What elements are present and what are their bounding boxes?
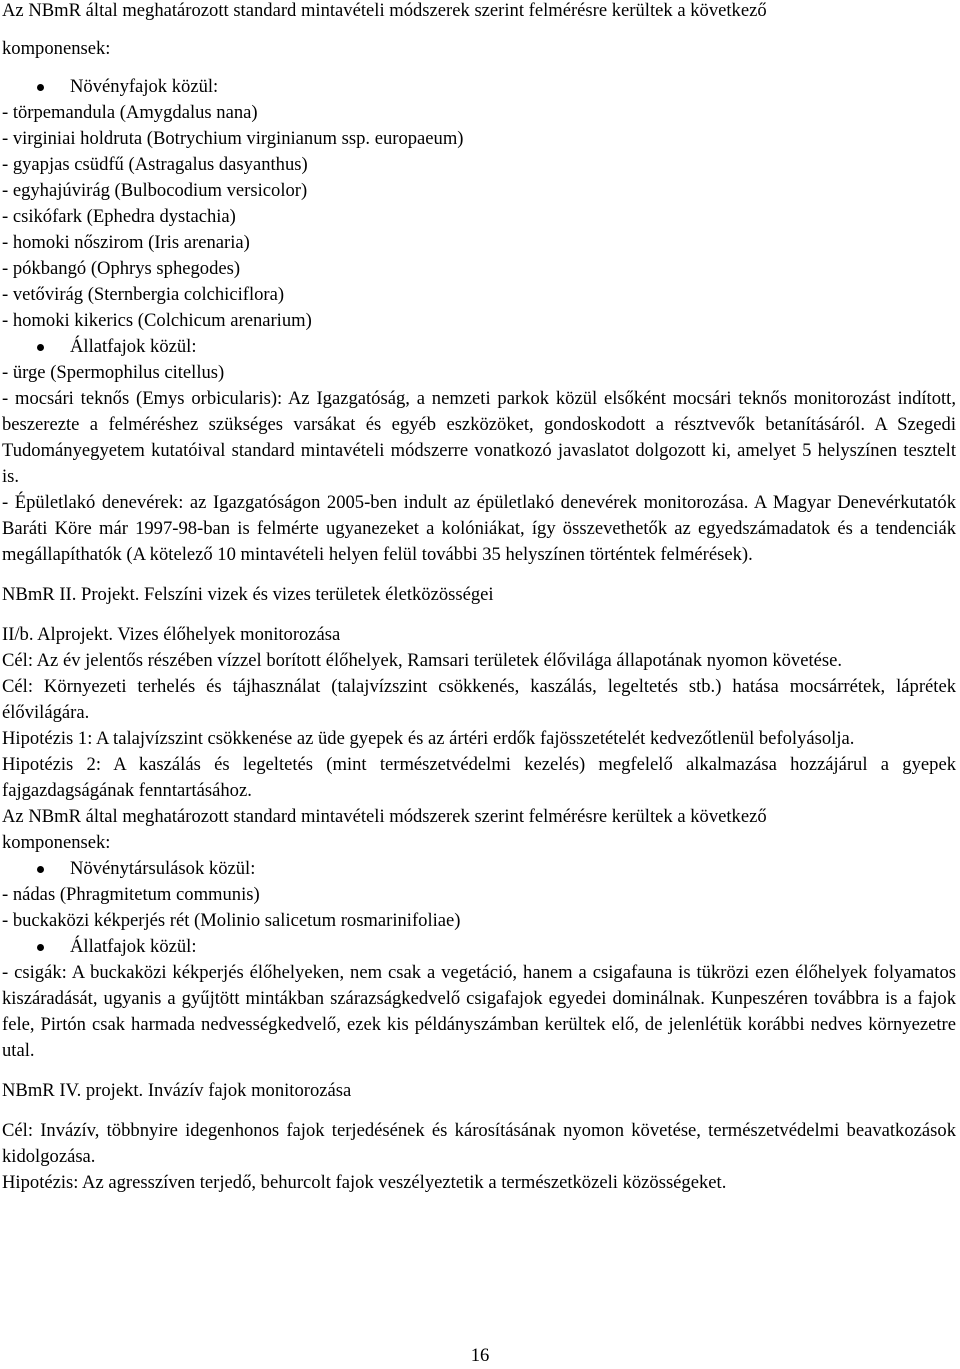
section3-project-title: NBmR IV. projekt. Invázív fajok monitorozása	[2, 1080, 352, 1101]
section1-intro-line1: Az NBmR által meghatározott standard mintavételi módszerek szerint felmérésre kerültek a következő	[2, 0, 767, 21]
bullet-icon	[37, 344, 44, 351]
page-number: 16	[470, 1345, 490, 1366]
section2-goal1: Cél: Az év jelentős részében vízzel borított élőhelyek, Ramsari területek élővilága állapotának nyomon követése.	[2, 650, 843, 671]
assoc-heading	[2, 856, 956, 882]
plant-item: - vetővirág (Sternbergia colchiciflora)	[2, 284, 285, 305]
plant-item: - homoki nőszirom (Iris arenaria)	[2, 232, 250, 253]
section3-goal: Cél: Invázív, többnyire idegenhonos fajok terjedésének és károsításának nyomon követése, természetvédelmi beavatkozások kidolgozása.	[2, 1120, 956, 1167]
section2-subproject-title: II/b. Alprojekt. Vizes élőhelyek monitorozása	[2, 624, 341, 645]
assoc-item: - nádas (Phragmitetum communis)	[2, 884, 260, 905]
animal-item-urge: - ürge (Spermophilus citellus)	[2, 362, 225, 383]
section1-intro-line2: komponensek:	[2, 38, 111, 59]
plant-item: - csikófark (Ephedra dystachia)	[2, 206, 236, 227]
animal-item-teknos: - mocsári teknős (Emys orbicularis): Az Igazgatóság, a nemzeti parkok közül elsőként mocsári teknős monitorozást indított, beszerezte a felméréshez szükséges varsákat és egyéb eszközöket, gondoskodott a résztvevők betanításáról. A Szegedi Tudományegyetem kutatóival standard mintavételi módszerre vonatkozó javaslatot dolgozott ki, amelyet 5 helyszínen tesztelt is.	[2, 388, 956, 487]
section2-animals-heading-text: Állatfajok közül:	[70, 936, 197, 957]
animals-heading	[2, 334, 956, 360]
plant-item: - virginiai holdruta (Botrychium virginianum ssp. europaeum)	[2, 128, 464, 149]
section3-hypothesis: Hipotézis: Az agresszíven terjedő, behurcolt fajok veszélyeztetik a természetközeli közösségeket.	[2, 1172, 727, 1193]
section2-project-title: NBmR II. Projekt. Felszíni vizek és vizes területek életközösségei	[2, 584, 494, 605]
plant-item: - egyhajúvirág (Bulbocodium versicolor)	[2, 180, 308, 201]
animal-item-denever: - Épületlakó denevérek: az Igazgatóságon 2005-ben indult az épületlakó denevérek monitorozása. A Magyar Denevérkutatók Baráti Köre már 1997-98-ban is felmérte ugyanezeket a kolóniákat, így összevethetők az egyedszámadatok és a tendenciák megállapíthatók (A kötelező 10 mintavételi helyen felül további 35 helyszínen történtek felmérések).	[2, 492, 956, 565]
assoc-heading-text: Növénytársulások közül:	[70, 858, 256, 879]
section2-animals-heading	[2, 934, 956, 960]
animal-item-snails: - csigák: A buckaközi kékperjés élőhelyeken, nem csak a vegetáció, hanem a csigafauna is tükrözi ezen élőhelyek folyamatos kiszáradását, ugyanis a gyűjtött mintákban szárazságkedvelő csigafajok egyedei dominálnak. Kunpeszéren továbbra is a fajok fele, Pirtón csak harmada nedvességkedvelő, ezek kis példányszámban kerültek elő, de jelenlétük korábbi nedves környezetre utal.	[2, 962, 956, 1061]
plant-item: - pókbangó (Ophrys sphegodes)	[2, 258, 241, 279]
section2-intro-line1: Az NBmR által meghatározott standard mintavételi módszerek szerint felmérésre kerültek a következő	[2, 806, 767, 827]
section2-hypothesis2: Hipotézis 2: A kaszálás és legeltetés (mint természetvédelmi kezelés) megfelelő alkalmazása hozzájárul a gyepek fajgazdagságának fenntartásához.	[2, 754, 956, 801]
animals-heading-text: Állatfajok közül:	[70, 336, 197, 357]
bullet-icon	[37, 944, 44, 951]
plants-heading	[2, 74, 956, 100]
plant-item: - gyapjas csüdfű (Astragalus dasyanthus)	[2, 154, 308, 175]
plants-heading-text: Növényfajok közül:	[70, 76, 219, 97]
section2-hypothesis1: Hipotézis 1: A talajvízszint csökkenése az üde gyepek és az ártéri erdők fajösszetételét kedvezőtlenül befolyásolja.	[2, 728, 855, 749]
section2-goal2: Cél: Környezeti terhelés és tájhasználat (talajvízszint csökkenés, kaszálás, legeltetés stb.) hatása mocsárrétek, láprétek élővilágára.	[2, 676, 956, 723]
plant-item: - törpemandula (Amygdalus nana)	[2, 102, 258, 123]
bullet-icon	[37, 866, 44, 873]
assoc-item: - buckaközi kékperjés rét (Molinio salicetum rosmarinifoliae)	[2, 910, 461, 931]
section2-intro-line2: komponensek:	[2, 832, 111, 853]
plant-item: - homoki kikerics (Colchicum arenarium)	[2, 310, 312, 331]
bullet-icon	[37, 84, 44, 91]
